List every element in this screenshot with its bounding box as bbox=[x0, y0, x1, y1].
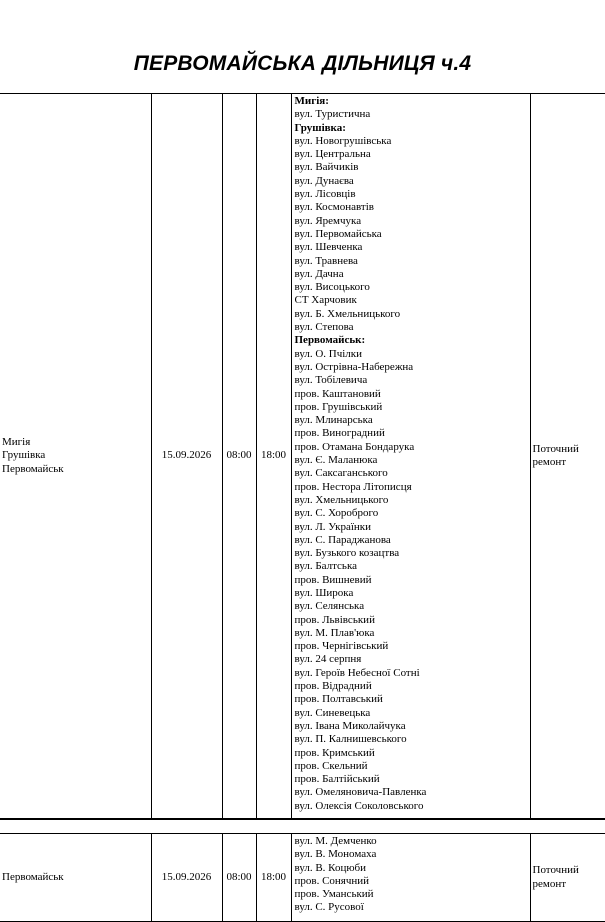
street-item: вул. Балтська bbox=[294, 560, 358, 573]
street-item: вул. Героїв Небесної Сотні bbox=[294, 666, 420, 679]
street-item: вул. Дунаєва bbox=[294, 174, 354, 187]
date-cell: 15.09.2026 bbox=[151, 834, 222, 922]
street-item: вул. 24 серпня bbox=[294, 653, 362, 666]
street-item: вул. Туристична bbox=[294, 108, 371, 121]
street-item: вул. Новогрушівська bbox=[294, 134, 392, 147]
street-item: вул. Степова bbox=[294, 321, 354, 334]
street-item: вул. Б. Хмельницького bbox=[294, 307, 401, 320]
street-item: пров. Сонячний bbox=[294, 874, 370, 887]
table-separator-line bbox=[0, 819, 605, 820]
street-item: пров. Виноградний bbox=[294, 427, 385, 440]
location-name: Грушівка bbox=[2, 449, 46, 462]
street-item: вул. Острівна-Набережна bbox=[294, 360, 414, 373]
work-type-cell bbox=[530, 94, 605, 819]
work-type-line: Поточний bbox=[532, 864, 579, 877]
street-item: вул. П. Калнишевського bbox=[294, 733, 407, 746]
street-item: пров. Чернігівський bbox=[294, 640, 389, 653]
street-item: пров. Відрадний bbox=[294, 680, 372, 693]
street-item: вул. С. Параджанова bbox=[294, 533, 391, 546]
street-item: вул. Є. Маланюка bbox=[294, 454, 378, 467]
street-item: вул. Яремчука bbox=[294, 214, 362, 227]
start-time-cell: 08:00 bbox=[222, 834, 256, 922]
street-item: вул. Шевченка bbox=[294, 241, 363, 254]
street-item: пров. Нестора Літописця bbox=[294, 480, 412, 493]
street-item: пров. Полтавський bbox=[294, 693, 383, 706]
settlement-heading: Грушівка: bbox=[294, 121, 346, 134]
street-item: вул. Олексія Соколовського bbox=[294, 799, 424, 812]
street-item: вул. Тобілевича bbox=[294, 374, 368, 387]
street-item: вул. Омеляновича-Павленка bbox=[294, 786, 427, 799]
street-item: вул. Синевецька bbox=[294, 706, 371, 719]
street-item: вул. В. Мономаха bbox=[294, 848, 377, 861]
street-item: пров. Уманський bbox=[294, 888, 374, 901]
street-item: вул. М. Демченко bbox=[294, 835, 377, 847]
locations-cell bbox=[0, 834, 151, 922]
street-item: вул. Бузького козацтва bbox=[294, 547, 400, 560]
street-item: пров. Грушівський bbox=[294, 400, 383, 413]
street-item: пров. Скельний bbox=[294, 759, 368, 772]
date-cell: 15.09.2026 bbox=[151, 94, 222, 819]
location-name: Мигія bbox=[2, 436, 31, 449]
street-item: пров. Вишневий bbox=[294, 573, 372, 586]
street-item: вул. Дачна bbox=[294, 267, 344, 280]
street-item: вул. М. Плав'юка bbox=[294, 626, 375, 639]
document-title: ПЕРВОМАЙСЬКА ДІЛЬНИЦЯ ч.4 bbox=[133, 52, 472, 75]
street-item: вул. Івана Миколайчука bbox=[294, 719, 406, 732]
work-type-line: ремонт bbox=[532, 456, 567, 468]
street-item: вул. Первомайська bbox=[294, 227, 382, 240]
settlement-heading: Первомайськ: bbox=[294, 334, 366, 347]
table-row bbox=[0, 834, 605, 922]
street-item: вул. С. Хороброго bbox=[294, 507, 379, 520]
street-item: пров. Львівський bbox=[294, 613, 375, 626]
start-time-cell: 08:00 bbox=[222, 94, 256, 819]
street-item: вул. Висоцького bbox=[294, 281, 370, 294]
work-type-line: Поточний bbox=[532, 442, 579, 455]
streets-cell bbox=[291, 834, 530, 922]
street-item: вул. Саксаганського bbox=[294, 467, 388, 480]
street-item: СТ Харчовик bbox=[294, 294, 357, 307]
work-type-line: ремонт bbox=[532, 877, 567, 890]
table-row bbox=[0, 94, 605, 819]
end-time-cell: 18:00 bbox=[256, 94, 291, 819]
street-item: вул. Травнева bbox=[294, 254, 358, 267]
location-name: Первомайськ bbox=[2, 870, 64, 883]
streets-cell bbox=[291, 94, 530, 819]
end-time-cell: 18:00 bbox=[256, 834, 291, 922]
schedule-table bbox=[0, 93, 605, 819]
street-item: вул. Л. Українки bbox=[294, 520, 372, 533]
street-item: пров. Балтійський bbox=[294, 773, 380, 786]
street-item: вул. Центральна bbox=[294, 148, 371, 161]
street-item: вул. Вайчиків bbox=[294, 161, 359, 174]
location-name: Первомайськ bbox=[2, 462, 64, 475]
schedule-table bbox=[0, 833, 605, 922]
street-item: вул. Хмельницького bbox=[294, 493, 389, 506]
work-type-cell bbox=[530, 834, 605, 922]
street-item: вул. О. Пчілки bbox=[294, 347, 363, 360]
street-item: пров. Отамана Бондарука bbox=[294, 440, 415, 453]
street-item: вул. Селянська bbox=[294, 600, 365, 613]
street-item: вул. Широка bbox=[294, 586, 354, 599]
street-item: вул. В. Коцюби bbox=[294, 861, 367, 874]
settlement-heading: Мигія: bbox=[294, 95, 329, 107]
street-item: вул. Млинарська bbox=[294, 414, 373, 427]
street-item: вул. Лісовців bbox=[294, 188, 356, 201]
street-item: вул. Космонавтів bbox=[294, 201, 374, 214]
street-item: вул. С. Русової bbox=[294, 901, 364, 914]
street-item: пров. Кримський bbox=[294, 746, 375, 759]
street-item: пров. Каштановий bbox=[294, 387, 381, 400]
locations-cell bbox=[0, 94, 151, 819]
